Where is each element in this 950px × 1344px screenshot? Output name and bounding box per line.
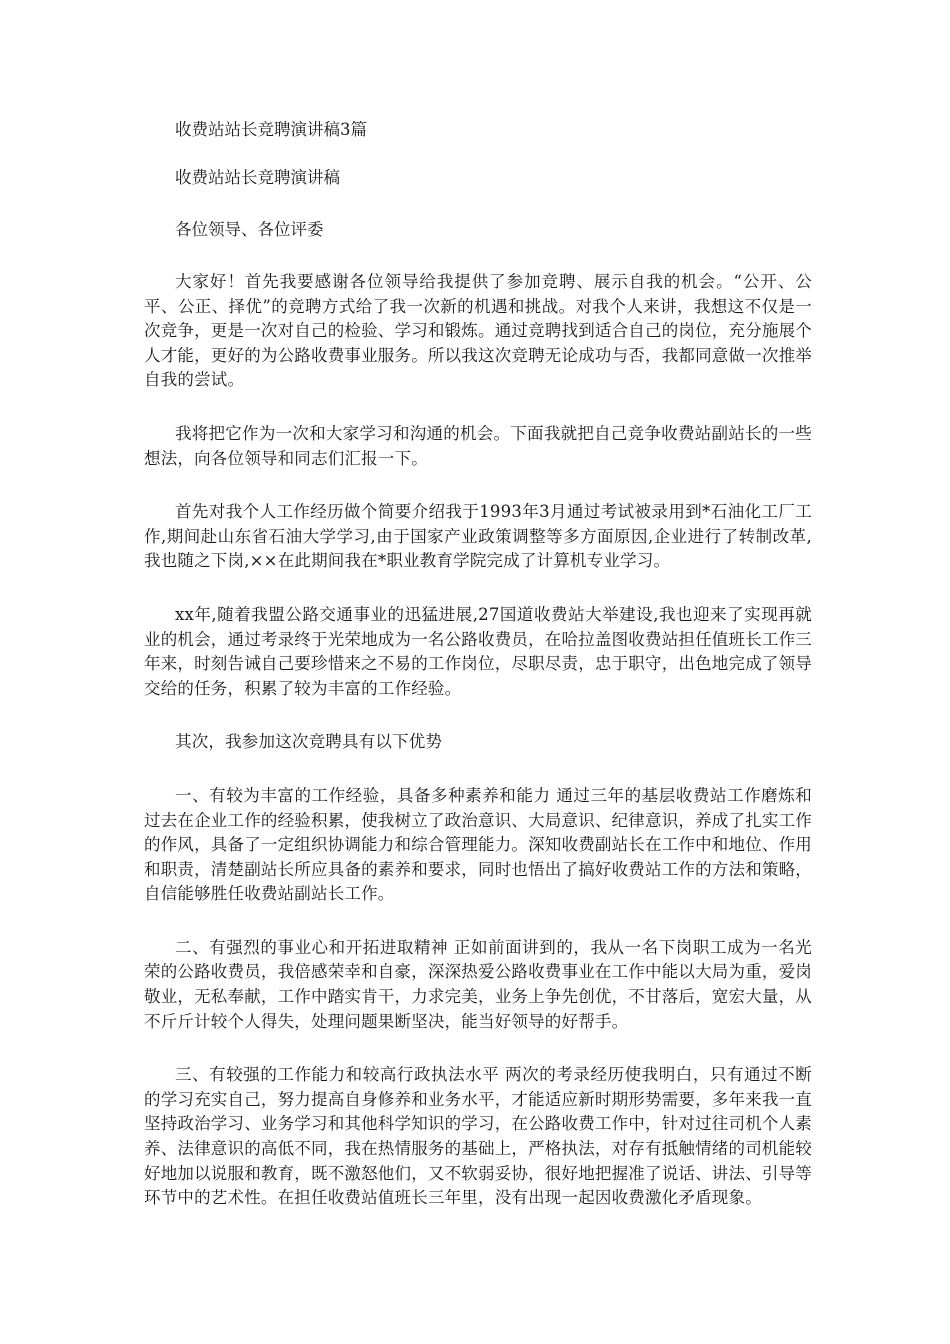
document-subtitle: 收费站站长竞聘演讲稿: [175, 168, 340, 187]
document-page: [144, 118, 812, 1240]
document-title: 收费站站长竞聘演讲稿3篇: [175, 120, 367, 139]
salutation: 各位领导、各位评委: [175, 220, 324, 239]
paragraph-purpose: 我将把它作为一次和大家学习和沟通的机会。下面我就把自己竞争收费站副站长的一些想法，向各位领导和同志们汇报一下。: [144, 423, 812, 468]
paragraph-experience: 首先对我个人工作经历做个简要介绍我于1993年3月通过考试被录用到*石油化工厂工作,期间赴山东省石油大学学习,由于国家产业政策调整等多方面原因,企业进行了转制改革,我也随之下岗,××在此期间我在*职业教育学院完成了计算机专业学习。: [144, 502, 812, 571]
paragraph-reemployment: xx年,随着我盟公路交通事业的迅猛进展,27国道收费站大举建设,我也迎来了实现再就业的机会，通过考录终于光荣地成为一名公路收费员，在哈拉盖图收费站担任值班长工作三年来，时刻告诫自己要珍惜来之不易的工作岗位，尽职尽责，忠于职守，出色地完成了领导交给的任务，积累了较为丰富的工作经验。: [144, 604, 812, 698]
paragraph-advantage-two: 二、有强烈的事业心和开拓进取精神 正如前面讲到的，我从一名下岗职工成为一名光荣的公路收费员，我倍感荣幸和自豪，深深热爱公路收费事业在工作中能以大局为重，爱岗敬业，无私奉献，工作中踏实肯干，力求完美，业务上争先创优，不甘落后，宽宏大量，从不斤斤计较个人得失，处理问题果断坚决，能当好领导的好帮手。: [144, 937, 812, 1031]
paragraph-opening: 大家好！首先我要感谢各位领导给我提供了参加竞聘、展示自我的机会。“公开、公平、公正、择优”的竞聘方式给了我一次新的机遇和挑战。对我个人来讲，我想这不仅是一次竞争，更是一次对自己的检验、学习和锻炼。通过竞聘找到适合自己的岗位，充分施展个人才能，更好的为公路收费事业服务。所以我这次竞聘无论成功与否，我都同意做一次推举自我的尝试。: [144, 272, 812, 390]
paragraph-advantages-intro: 其次，我参加这次竞聘具有以下优势: [175, 732, 443, 752]
paragraph-advantage-one: 一、有较为丰富的工作经验，具备多种素养和能力 通过三年的基层收费站工作磨炼和过去在企业工作的经验积累，使我树立了政治意识、大局意识、纪律意识，养成了扎实工作的作风，具备了一定组织协调能力和综合管理能力。深知收费副站长在工作中和地位、作用和职责，清楚副站长所应具备的素养和要求，同时也悟出了搞好收费站工作的方法和策略，自信能够胜任收费站副站长工作。: [144, 785, 812, 904]
paragraph-advantage-three: 三、有较强的工作能力和较高行政执法水平 两次的考录经历使我明白，只有通过不断的学习充实自己，努力提高自身修养和业务水平，才能适应新时期形势需要，多年来我一直坚持政治学习、业务学习和其他科学知识的学习，在公路收费工作中，针对过往司机个人素养、法律意识的高低不同，我在热情服务的基础上，严格执法，对存有抵触情绪的司机能较好地加以说服和教育，既不激怒他们，又不软弱妥协，很好地把握准了说话、讲法、引导等环节中的艺术性。在担任收费站值班长三年里，没有出现一起因收费激化矛盾现象。: [144, 1065, 812, 1208]
